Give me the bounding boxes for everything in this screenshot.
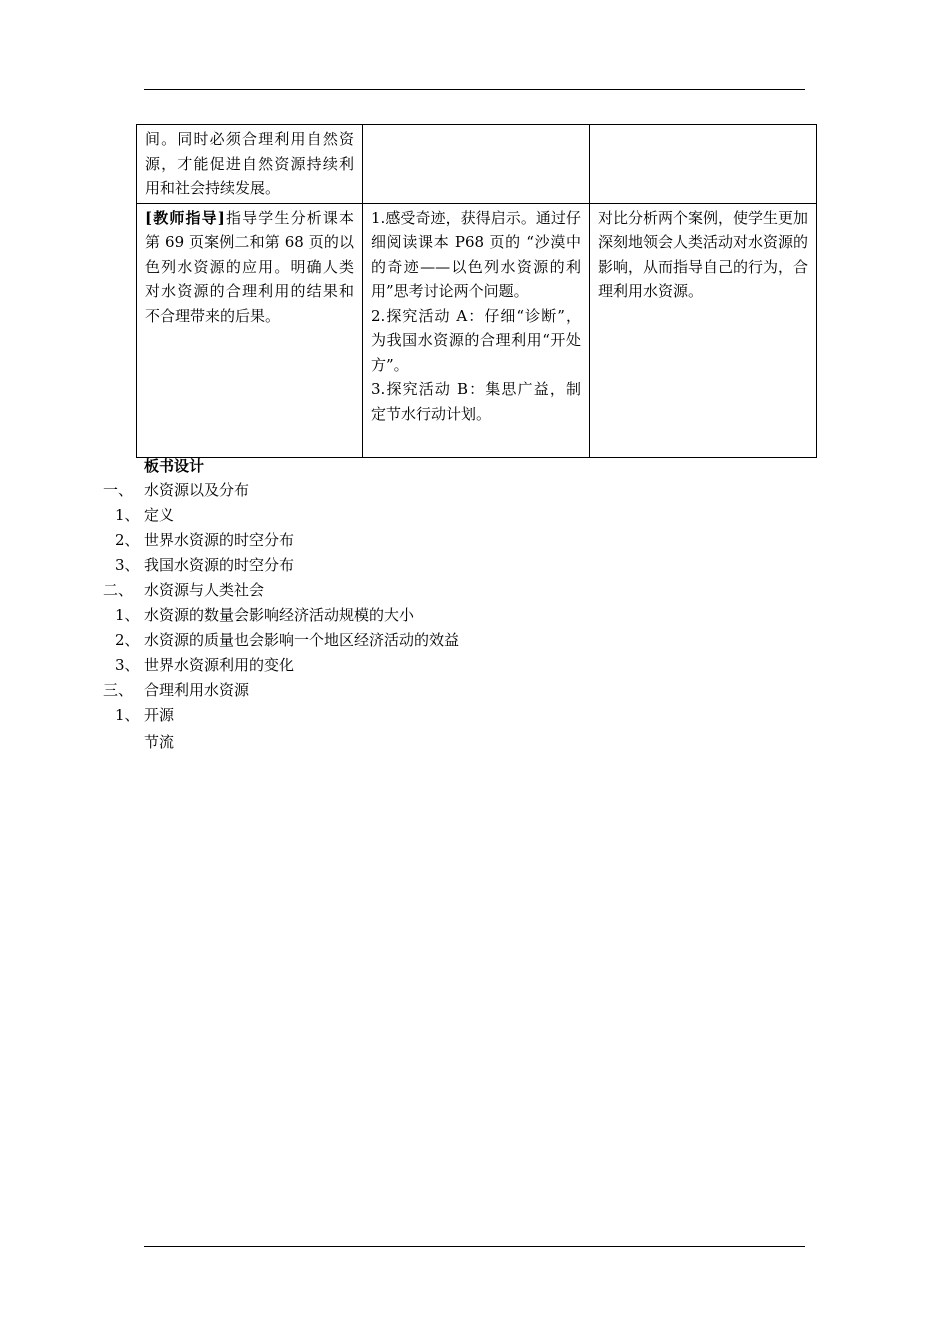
table-cell xyxy=(590,125,817,204)
table-cell xyxy=(363,125,590,204)
outline-heading: 板书设计 xyxy=(144,457,205,475)
table-row xyxy=(137,203,817,457)
teacher-guidance-label: [教师指导] xyxy=(145,208,225,227)
table-cell xyxy=(137,203,363,457)
table-cell: 间。同时必须合理利用自然资源，才能促进自然资源持续利用和社会持续发展。 xyxy=(137,125,363,204)
table-cell xyxy=(590,203,817,457)
teacher-guidance-text: 指导学生分析课本第 69 页案例二和第 68 页的以色列水资源的应用。明确人类对水资源的合理利用的结果和不合理带来的后果。 xyxy=(145,208,354,325)
lesson-table xyxy=(136,124,817,458)
footer-rule xyxy=(144,1246,805,1247)
activity-item: 3.探究活动 B：集思广益，制定节水行动计划。 xyxy=(371,380,581,423)
table-row xyxy=(137,125,817,204)
activity-item: 2.探究活动 A：仔细“诊断”，为我国水资源的合理利用“开处方”。 xyxy=(371,306,581,374)
header-rule xyxy=(144,89,805,90)
design-intent: 对比分析两个案例，使学生更加深刻地领会人类活动对水资源的影响，从而指导自己的行为，合理利用水资源。 xyxy=(598,208,809,300)
table-cell xyxy=(363,203,590,457)
activity-item: 1.感受奇迹，获得启示。通过仔细阅读课本 P68 页的 “沙漠中的奇迹——以色列水资源的利用”思考讨论两个问题。 xyxy=(371,208,581,300)
